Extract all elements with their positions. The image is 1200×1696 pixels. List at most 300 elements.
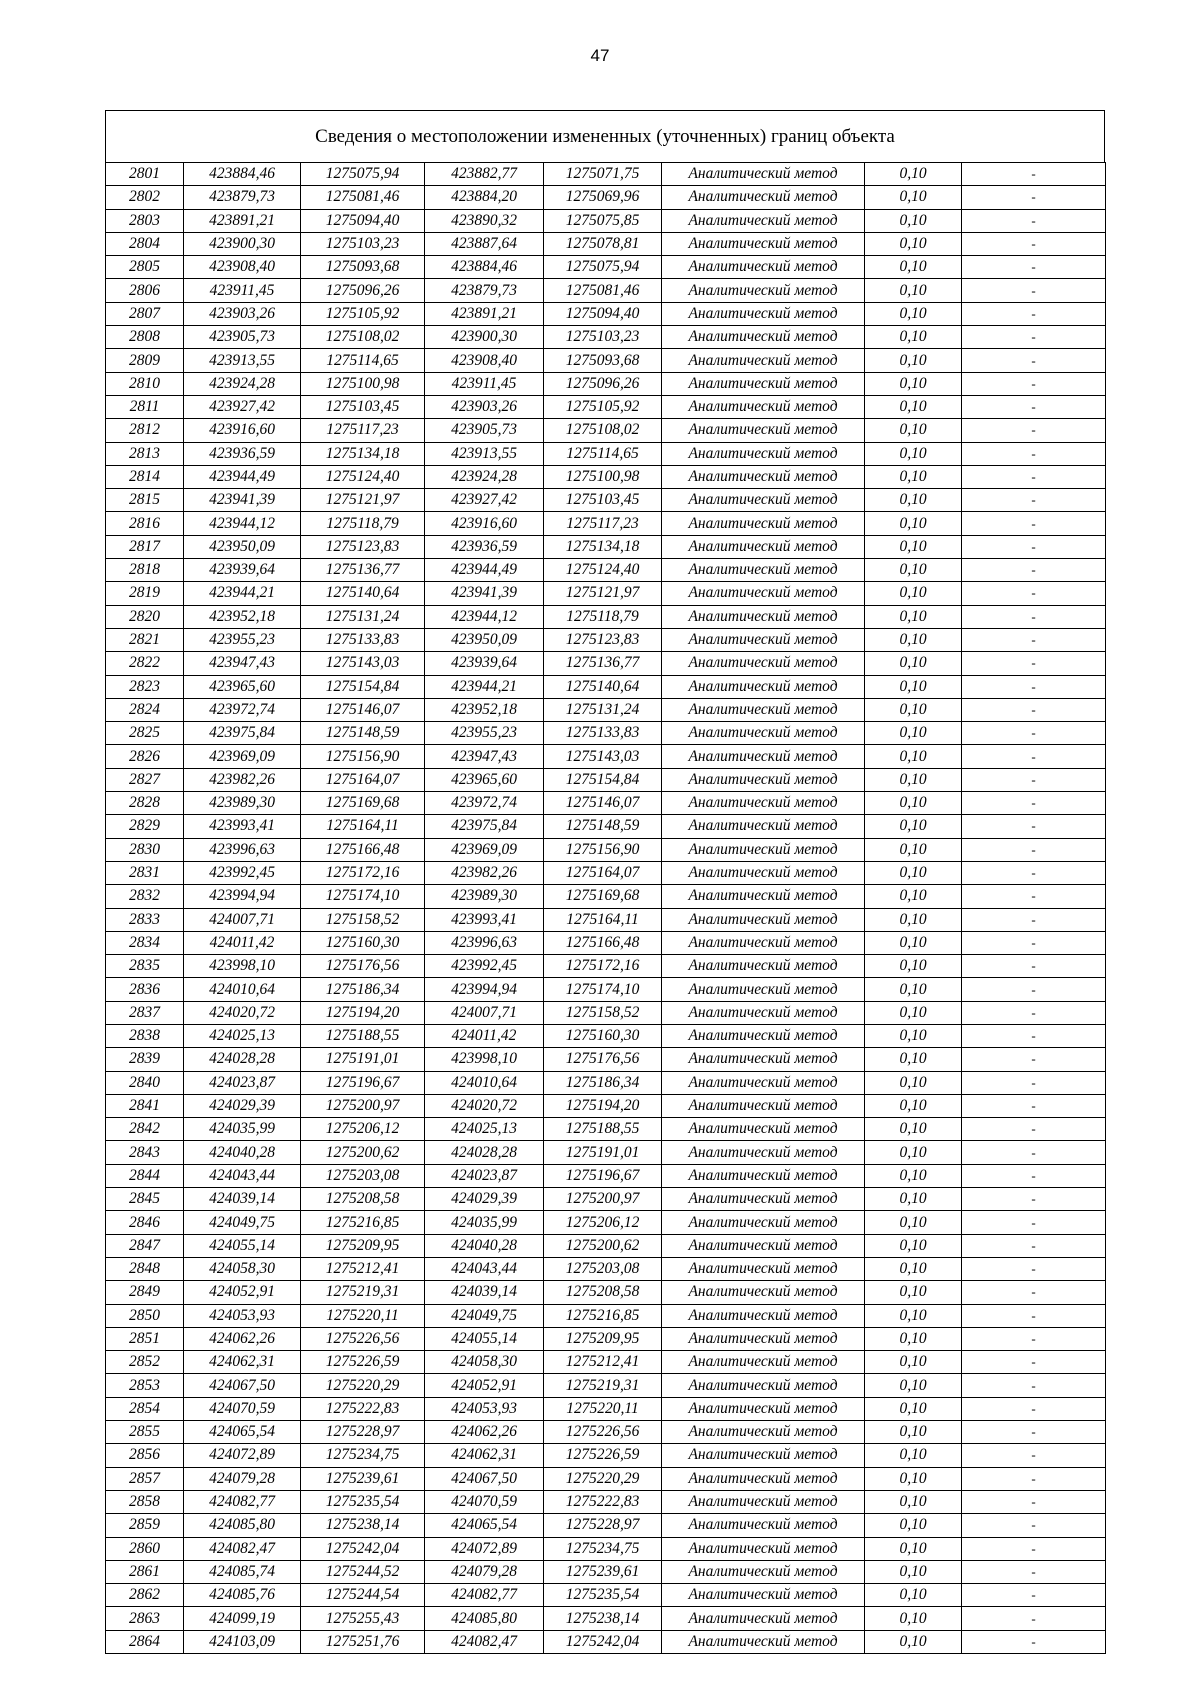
y-coordinate-cell: 1275206,12 <box>301 1118 425 1141</box>
prev-y-coordinate-cell: 1275131,24 <box>544 698 662 721</box>
x-coordinate-cell: 424079,28 <box>184 1467 301 1490</box>
prev-y-coordinate-cell: 1275158,52 <box>544 1001 662 1024</box>
prev-x-coordinate-cell: 423884,20 <box>425 186 544 209</box>
accuracy-cell: 0,10 <box>865 745 962 768</box>
prev-y-coordinate-cell: 1275136,77 <box>544 652 662 675</box>
note-cell: - <box>962 978 1106 1001</box>
table-row <box>106 745 1106 768</box>
table-row <box>106 512 1106 535</box>
point-number-cell: 2837 <box>106 1001 184 1024</box>
x-coordinate-cell: 424085,76 <box>184 1584 301 1607</box>
prev-x-coordinate-cell: 423944,12 <box>425 605 544 628</box>
method-cell: Аналитический метод <box>662 1164 865 1187</box>
accuracy-cell: 0,10 <box>865 1001 962 1024</box>
y-coordinate-cell: 1275235,54 <box>301 1490 425 1513</box>
table-row <box>106 1211 1106 1234</box>
accuracy-cell: 0,10 <box>865 1048 962 1071</box>
note-cell: - <box>962 209 1106 232</box>
note-cell: - <box>962 395 1106 418</box>
method-cell: Аналитический метод <box>662 815 865 838</box>
point-number-cell: 2840 <box>106 1071 184 1094</box>
x-coordinate-cell: 423950,09 <box>184 535 301 558</box>
prev-y-coordinate-cell: 1275096,26 <box>544 372 662 395</box>
y-coordinate-cell: 1275200,97 <box>301 1094 425 1117</box>
point-number-cell: 2829 <box>106 815 184 838</box>
point-number-cell: 2855 <box>106 1421 184 1444</box>
prev-y-coordinate-cell: 1275108,02 <box>544 419 662 442</box>
method-cell: Аналитический метод <box>662 1141 865 1164</box>
accuracy-cell: 0,10 <box>865 1211 962 1234</box>
note-cell: - <box>962 1164 1106 1187</box>
table-row <box>106 419 1106 442</box>
prev-y-coordinate-cell: 1275124,40 <box>544 559 662 582</box>
accuracy-cell: 0,10 <box>865 955 962 978</box>
note-cell: - <box>962 861 1106 884</box>
y-coordinate-cell: 1275203,08 <box>301 1164 425 1187</box>
table-row <box>106 302 1106 325</box>
note-cell: - <box>962 1141 1106 1164</box>
table-row <box>106 1444 1106 1467</box>
prev-y-coordinate-cell: 1275228,97 <box>544 1514 662 1537</box>
table-row <box>106 908 1106 931</box>
method-cell: Аналитический метод <box>662 186 865 209</box>
y-coordinate-cell: 1275094,40 <box>301 209 425 232</box>
point-number-cell: 2803 <box>106 209 184 232</box>
table-row <box>106 489 1106 512</box>
table-row <box>106 1537 1106 1560</box>
method-cell: Аналитический метод <box>662 442 865 465</box>
note-cell: - <box>962 1234 1106 1257</box>
y-coordinate-cell: 1275164,07 <box>301 768 425 791</box>
x-coordinate-cell: 424039,14 <box>184 1188 301 1211</box>
note-cell: - <box>962 955 1106 978</box>
prev-y-coordinate-cell: 1275164,07 <box>544 861 662 884</box>
x-coordinate-cell: 423924,28 <box>184 372 301 395</box>
prev-y-coordinate-cell: 1275226,59 <box>544 1444 662 1467</box>
x-coordinate-cell: 424025,13 <box>184 1024 301 1047</box>
accuracy-cell: 0,10 <box>865 931 962 954</box>
table-row <box>106 675 1106 698</box>
accuracy-cell: 0,10 <box>865 163 962 186</box>
y-coordinate-cell: 1275239,61 <box>301 1467 425 1490</box>
x-coordinate-cell: 424010,64 <box>184 978 301 1001</box>
table-row <box>106 186 1106 209</box>
table-row <box>106 442 1106 465</box>
note-cell: - <box>962 1374 1106 1397</box>
accuracy-cell: 0,10 <box>865 465 962 488</box>
note-cell: - <box>962 326 1106 349</box>
note-cell: - <box>962 698 1106 721</box>
method-cell: Аналитический метод <box>662 745 865 768</box>
prev-x-coordinate-cell: 424011,42 <box>425 1024 544 1047</box>
prev-x-coordinate-cell: 424082,47 <box>425 1630 544 1653</box>
prev-y-coordinate-cell: 1275191,01 <box>544 1141 662 1164</box>
prev-x-coordinate-cell: 423972,74 <box>425 792 544 815</box>
x-coordinate-cell: 423913,55 <box>184 349 301 372</box>
x-coordinate-cell: 424055,14 <box>184 1234 301 1257</box>
prev-x-coordinate-cell: 423982,26 <box>425 861 544 884</box>
method-cell: Аналитический метод <box>662 1327 865 1350</box>
prev-x-coordinate-cell: 423879,73 <box>425 279 544 302</box>
prev-x-coordinate-cell: 424072,89 <box>425 1537 544 1560</box>
method-cell: Аналитический метод <box>662 326 865 349</box>
prev-x-coordinate-cell: 423944,21 <box>425 675 544 698</box>
point-number-cell: 2854 <box>106 1397 184 1420</box>
method-cell: Аналитический метод <box>662 395 865 418</box>
accuracy-cell: 0,10 <box>865 1537 962 1560</box>
y-coordinate-cell: 1275244,52 <box>301 1560 425 1583</box>
y-coordinate-cell: 1275081,46 <box>301 186 425 209</box>
accuracy-cell: 0,10 <box>865 1281 962 1304</box>
method-cell: Аналитический метод <box>662 232 865 255</box>
point-number-cell: 2822 <box>106 652 184 675</box>
accuracy-cell: 0,10 <box>865 372 962 395</box>
y-coordinate-cell: 1275096,26 <box>301 279 425 302</box>
table-row <box>106 955 1106 978</box>
y-coordinate-cell: 1275148,59 <box>301 722 425 745</box>
prev-y-coordinate-cell: 1275220,29 <box>544 1467 662 1490</box>
x-coordinate-cell: 423908,40 <box>184 256 301 279</box>
table-body <box>106 163 1106 1654</box>
note-cell: - <box>962 349 1106 372</box>
method-cell: Аналитический метод <box>662 1421 865 1444</box>
prev-x-coordinate-cell: 423913,55 <box>425 442 544 465</box>
point-number-cell: 2845 <box>106 1188 184 1211</box>
prev-x-coordinate-cell: 424049,75 <box>425 1304 544 1327</box>
accuracy-cell: 0,10 <box>865 1304 962 1327</box>
accuracy-cell: 0,10 <box>865 349 962 372</box>
table-row <box>106 861 1106 884</box>
note-cell: - <box>962 931 1106 954</box>
table-row <box>106 1467 1106 1490</box>
method-cell: Аналитический метод <box>662 163 865 186</box>
prev-x-coordinate-cell: 424067,50 <box>425 1467 544 1490</box>
note-cell: - <box>962 1188 1106 1211</box>
method-cell: Аналитический метод <box>662 535 865 558</box>
note-cell: - <box>962 1304 1106 1327</box>
accuracy-cell: 0,10 <box>865 1514 962 1537</box>
prev-y-coordinate-cell: 1275194,20 <box>544 1094 662 1117</box>
y-coordinate-cell: 1275255,43 <box>301 1607 425 1630</box>
point-number-cell: 2821 <box>106 628 184 651</box>
accuracy-cell: 0,10 <box>865 1421 962 1444</box>
method-cell: Аналитический метод <box>662 1374 865 1397</box>
accuracy-cell: 0,10 <box>865 326 962 349</box>
prev-x-coordinate-cell: 424079,28 <box>425 1560 544 1583</box>
accuracy-cell: 0,10 <box>865 489 962 512</box>
note-cell: - <box>962 1397 1106 1420</box>
method-cell: Аналитический метод <box>662 955 865 978</box>
y-coordinate-cell: 1275219,31 <box>301 1281 425 1304</box>
table-row <box>106 1094 1106 1117</box>
x-coordinate-cell: 423992,45 <box>184 861 301 884</box>
y-coordinate-cell: 1275251,76 <box>301 1630 425 1653</box>
page-number: 47 <box>590 46 610 65</box>
table-row <box>106 326 1106 349</box>
prev-y-coordinate-cell: 1275239,61 <box>544 1560 662 1583</box>
x-coordinate-cell: 424085,74 <box>184 1560 301 1583</box>
prev-y-coordinate-cell: 1275071,75 <box>544 163 662 186</box>
prev-y-coordinate-cell: 1275121,97 <box>544 582 662 605</box>
y-coordinate-cell: 1275108,02 <box>301 326 425 349</box>
note-cell: - <box>962 1421 1106 1444</box>
table-row <box>106 1001 1106 1024</box>
prev-y-coordinate-cell: 1275103,23 <box>544 326 662 349</box>
prev-y-coordinate-cell: 1275069,96 <box>544 186 662 209</box>
y-coordinate-cell: 1275118,79 <box>301 512 425 535</box>
x-coordinate-cell: 423916,60 <box>184 419 301 442</box>
y-coordinate-cell: 1275244,54 <box>301 1584 425 1607</box>
prev-x-coordinate-cell: 424070,59 <box>425 1490 544 1513</box>
prev-y-coordinate-cell: 1275103,45 <box>544 489 662 512</box>
accuracy-cell: 0,10 <box>865 1164 962 1187</box>
prev-y-coordinate-cell: 1275166,48 <box>544 931 662 954</box>
accuracy-cell: 0,10 <box>865 1467 962 1490</box>
note-cell: - <box>962 1024 1106 1047</box>
table-row <box>106 1118 1106 1141</box>
accuracy-cell: 0,10 <box>865 815 962 838</box>
x-coordinate-cell: 424043,44 <box>184 1164 301 1187</box>
prev-y-coordinate-cell: 1275216,85 <box>544 1304 662 1327</box>
point-number-cell: 2808 <box>106 326 184 349</box>
prev-y-coordinate-cell: 1275075,85 <box>544 209 662 232</box>
method-cell: Аналитический метод <box>662 582 865 605</box>
point-number-cell: 2820 <box>106 605 184 628</box>
accuracy-cell: 0,10 <box>865 1351 962 1374</box>
note-cell: - <box>962 1001 1106 1024</box>
table-row <box>106 1188 1106 1211</box>
method-cell: Аналитический метод <box>662 1257 865 1280</box>
table-row <box>106 1584 1106 1607</box>
prev-x-coordinate-cell: 423905,73 <box>425 419 544 442</box>
table-row <box>106 1304 1106 1327</box>
x-coordinate-cell: 424049,75 <box>184 1211 301 1234</box>
point-number-cell: 2838 <box>106 1024 184 1047</box>
prev-x-coordinate-cell: 424052,91 <box>425 1374 544 1397</box>
method-cell: Аналитический метод <box>662 1467 865 1490</box>
accuracy-cell: 0,10 <box>865 279 962 302</box>
accuracy-cell: 0,10 <box>865 1327 962 1350</box>
table-row <box>106 1024 1106 1047</box>
table-row <box>106 465 1106 488</box>
prev-y-coordinate-cell: 1275208,58 <box>544 1281 662 1304</box>
x-coordinate-cell: 424011,42 <box>184 931 301 954</box>
table-row <box>106 582 1106 605</box>
table-row <box>106 349 1106 372</box>
prev-x-coordinate-cell: 423993,41 <box>425 908 544 931</box>
note-cell: - <box>962 535 1106 558</box>
table-row <box>106 209 1106 232</box>
prev-y-coordinate-cell: 1275196,67 <box>544 1164 662 1187</box>
y-coordinate-cell: 1275220,29 <box>301 1374 425 1397</box>
y-coordinate-cell: 1275212,41 <box>301 1257 425 1280</box>
point-number-cell: 2839 <box>106 1048 184 1071</box>
x-coordinate-cell: 423993,41 <box>184 815 301 838</box>
x-coordinate-cell: 423972,74 <box>184 698 301 721</box>
method-cell: Аналитический метод <box>662 489 865 512</box>
prev-y-coordinate-cell: 1275143,03 <box>544 745 662 768</box>
y-coordinate-cell: 1275075,94 <box>301 163 425 186</box>
accuracy-cell: 0,10 <box>865 1118 962 1141</box>
prev-y-coordinate-cell: 1275186,34 <box>544 1071 662 1094</box>
prev-y-coordinate-cell: 1275094,40 <box>544 302 662 325</box>
method-cell: Аналитический метод <box>662 1211 865 1234</box>
prev-x-coordinate-cell: 423955,23 <box>425 722 544 745</box>
prev-y-coordinate-cell: 1275118,79 <box>544 605 662 628</box>
method-cell: Аналитический метод <box>662 559 865 582</box>
prev-y-coordinate-cell: 1275238,14 <box>544 1607 662 1630</box>
point-number-cell: 2859 <box>106 1514 184 1537</box>
x-coordinate-cell: 424040,28 <box>184 1141 301 1164</box>
accuracy-cell: 0,10 <box>865 652 962 675</box>
y-coordinate-cell: 1275176,56 <box>301 955 425 978</box>
note-cell: - <box>962 512 1106 535</box>
method-cell: Аналитический метод <box>662 768 865 791</box>
y-coordinate-cell: 1275164,11 <box>301 815 425 838</box>
note-cell: - <box>962 1584 1106 1607</box>
prev-x-coordinate-cell: 424028,28 <box>425 1141 544 1164</box>
x-coordinate-cell: 423969,09 <box>184 745 301 768</box>
x-coordinate-cell: 423944,12 <box>184 512 301 535</box>
table-row <box>106 1281 1106 1304</box>
accuracy-cell: 0,10 <box>865 1560 962 1583</box>
prev-x-coordinate-cell: 424053,93 <box>425 1397 544 1420</box>
note-cell: - <box>962 279 1106 302</box>
y-coordinate-cell: 1275196,67 <box>301 1071 425 1094</box>
prev-x-coordinate-cell: 423927,42 <box>425 489 544 512</box>
prev-y-coordinate-cell: 1275220,11 <box>544 1397 662 1420</box>
x-coordinate-cell: 423879,73 <box>184 186 301 209</box>
prev-x-coordinate-cell: 423941,39 <box>425 582 544 605</box>
table-row <box>106 1630 1106 1653</box>
x-coordinate-cell: 423955,23 <box>184 628 301 651</box>
y-coordinate-cell: 1275123,83 <box>301 535 425 558</box>
method-cell: Аналитический метод <box>662 1607 865 1630</box>
table-row <box>106 535 1106 558</box>
accuracy-cell: 0,10 <box>865 675 962 698</box>
y-coordinate-cell: 1275121,97 <box>301 489 425 512</box>
table-row <box>106 1560 1106 1583</box>
note-cell: - <box>962 1118 1106 1141</box>
prev-y-coordinate-cell: 1275117,23 <box>544 512 662 535</box>
accuracy-cell: 0,10 <box>865 582 962 605</box>
table-row <box>106 1397 1106 1420</box>
note-cell: - <box>962 768 1106 791</box>
prev-x-coordinate-cell: 424065,54 <box>425 1514 544 1537</box>
prev-y-coordinate-cell: 1275188,55 <box>544 1118 662 1141</box>
y-coordinate-cell: 1275158,52 <box>301 908 425 931</box>
point-number-cell: 2812 <box>106 419 184 442</box>
note-cell: - <box>962 652 1106 675</box>
x-coordinate-cell: 424020,72 <box>184 1001 301 1024</box>
point-number-cell: 2861 <box>106 1560 184 1583</box>
prev-y-coordinate-cell: 1275200,97 <box>544 1188 662 1211</box>
method-cell: Аналитический метод <box>662 372 865 395</box>
point-number-cell: 2826 <box>106 745 184 768</box>
method-cell: Аналитический метод <box>662 792 865 815</box>
table-row <box>106 1141 1106 1164</box>
method-cell: Аналитический метод <box>662 1490 865 1513</box>
table-row <box>106 1071 1106 1094</box>
prev-y-coordinate-cell: 1275226,56 <box>544 1421 662 1444</box>
point-number-cell: 2835 <box>106 955 184 978</box>
prev-x-coordinate-cell: 423908,40 <box>425 349 544 372</box>
method-cell: Аналитический метод <box>662 209 865 232</box>
x-coordinate-cell: 423975,84 <box>184 722 301 745</box>
y-coordinate-cell: 1275228,97 <box>301 1421 425 1444</box>
x-coordinate-cell: 423952,18 <box>184 605 301 628</box>
x-coordinate-cell: 424067,50 <box>184 1374 301 1397</box>
note-cell: - <box>962 838 1106 861</box>
x-coordinate-cell: 423891,21 <box>184 209 301 232</box>
y-coordinate-cell: 1275156,90 <box>301 745 425 768</box>
method-cell: Аналитический метод <box>662 1537 865 1560</box>
accuracy-cell: 0,10 <box>865 209 962 232</box>
x-coordinate-cell: 424065,54 <box>184 1421 301 1444</box>
note-cell: - <box>962 442 1106 465</box>
y-coordinate-cell: 1275209,95 <box>301 1234 425 1257</box>
point-number-cell: 2816 <box>106 512 184 535</box>
prev-x-coordinate-cell: 424025,13 <box>425 1118 544 1141</box>
accuracy-cell: 0,10 <box>865 1024 962 1047</box>
accuracy-cell: 0,10 <box>865 1584 962 1607</box>
y-coordinate-cell: 1275169,68 <box>301 792 425 815</box>
accuracy-cell: 0,10 <box>865 1630 962 1653</box>
point-number-cell: 2817 <box>106 535 184 558</box>
point-number-cell: 2857 <box>106 1467 184 1490</box>
y-coordinate-cell: 1275208,58 <box>301 1188 425 1211</box>
accuracy-cell: 0,10 <box>865 535 962 558</box>
note-cell: - <box>962 1560 1106 1583</box>
accuracy-cell: 0,10 <box>865 1188 962 1211</box>
prev-y-coordinate-cell: 1275133,83 <box>544 722 662 745</box>
prev-y-coordinate-cell: 1275219,31 <box>544 1374 662 1397</box>
y-coordinate-cell: 1275226,59 <box>301 1351 425 1374</box>
note-cell: - <box>962 256 1106 279</box>
table-row <box>106 1048 1106 1071</box>
point-number-cell: 2858 <box>106 1490 184 1513</box>
prev-y-coordinate-cell: 1275154,84 <box>544 768 662 791</box>
prev-x-coordinate-cell: 424035,99 <box>425 1211 544 1234</box>
method-cell: Аналитический метод <box>662 628 865 651</box>
prev-x-coordinate-cell: 423950,09 <box>425 628 544 651</box>
method-cell: Аналитический метод <box>662 978 865 1001</box>
accuracy-cell: 0,10 <box>865 722 962 745</box>
point-number-cell: 2824 <box>106 698 184 721</box>
x-coordinate-cell: 423944,21 <box>184 582 301 605</box>
x-coordinate-cell: 424072,89 <box>184 1444 301 1467</box>
prev-x-coordinate-cell: 424055,14 <box>425 1327 544 1350</box>
point-number-cell: 2813 <box>106 442 184 465</box>
note-cell: - <box>962 186 1106 209</box>
point-number-cell: 2823 <box>106 675 184 698</box>
point-number-cell: 2860 <box>106 1537 184 1560</box>
y-coordinate-cell: 1275133,83 <box>301 628 425 651</box>
method-cell: Аналитический метод <box>662 1094 865 1117</box>
point-number-cell: 2852 <box>106 1351 184 1374</box>
y-coordinate-cell: 1275124,40 <box>301 465 425 488</box>
table-row <box>106 722 1106 745</box>
accuracy-cell: 0,10 <box>865 512 962 535</box>
y-coordinate-cell: 1275105,92 <box>301 302 425 325</box>
table-row <box>106 652 1106 675</box>
prev-x-coordinate-cell: 423965,60 <box>425 768 544 791</box>
accuracy-cell: 0,10 <box>865 1234 962 1257</box>
method-cell: Аналитический метод <box>662 1048 865 1071</box>
y-coordinate-cell: 1275194,20 <box>301 1001 425 1024</box>
point-number-cell: 2830 <box>106 838 184 861</box>
table-row <box>106 628 1106 651</box>
